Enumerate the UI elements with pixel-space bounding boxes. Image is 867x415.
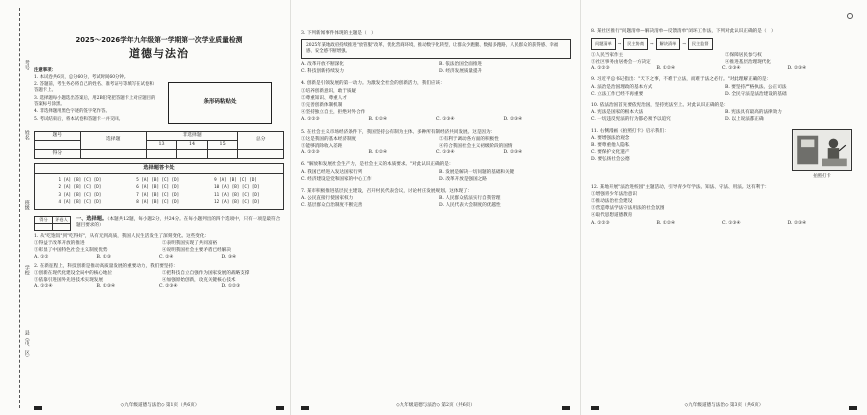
margin-label-name: 姓名 bbox=[23, 130, 30, 140]
option: A. 要增强法治观念 bbox=[591, 135, 630, 141]
statement: ④取代思想道德教育 bbox=[591, 213, 633, 219]
margin-label-exam-number: 考号 bbox=[23, 60, 30, 70]
score-table-cell: 14 bbox=[177, 141, 208, 150]
grader-box bbox=[34, 216, 71, 231]
statement: ①培养创新意识，敢于质疑 bbox=[301, 88, 357, 94]
option: D. 人民代表大会制度的优越性 bbox=[439, 203, 501, 209]
option: A. 法治是治国理政的基本方式 bbox=[591, 84, 653, 90]
notice-heading: 注意事项： bbox=[34, 68, 56, 74]
statement: ③营造尊法学法守法用法的社会氛围 bbox=[591, 206, 665, 212]
answer-card-title: 选择题答卡处 bbox=[35, 164, 283, 174]
answer-card-column bbox=[136, 177, 179, 206]
page-footer: ◇九年级道德与法治◇ 第1页（共6页） bbox=[120, 402, 200, 408]
binding-dashed-line bbox=[19, 8, 20, 408]
statement: ③彰显了中国特色社会主义制度优势 bbox=[34, 248, 108, 254]
margin-label-class: 班级 bbox=[23, 200, 30, 210]
answer-card bbox=[34, 163, 284, 210]
option-list bbox=[301, 117, 571, 123]
statement-list bbox=[34, 241, 284, 254]
grader-label: 得分 bbox=[35, 217, 53, 224]
option-list bbox=[591, 110, 853, 123]
option: A. ①②③ bbox=[591, 66, 610, 72]
exam-page-1 bbox=[0, 0, 290, 415]
option: B. ①②④ bbox=[368, 150, 388, 156]
option: A. 宪法是国家的根本大法 bbox=[591, 110, 644, 116]
score-table-cell: 题号 bbox=[35, 132, 81, 141]
question-stem: 12. 某地开展"法治进校园"主题活动，引导青少年学法、知法、守法、用法。这有利于： bbox=[591, 184, 770, 190]
score-table-cell: 总分 bbox=[238, 132, 284, 150]
option-list bbox=[301, 150, 571, 156]
option: C. ①③④ bbox=[436, 117, 455, 123]
option-list bbox=[301, 170, 571, 183]
question-12 bbox=[591, 185, 853, 227]
option: A. ①②③ bbox=[301, 117, 320, 123]
statement: ①得益于改革开放的推进 bbox=[34, 241, 85, 247]
page-footer: ◇九年级道德与法治◇ 第2页（共6页） bbox=[396, 402, 475, 408]
statement: ③依靠引进国外先进技术实现发展 bbox=[34, 278, 103, 284]
question-stem: 3. 下列新闻事件体现的主题是（ ） bbox=[301, 31, 376, 36]
cartoon-image bbox=[792, 129, 852, 171]
answer-bubble-row[interactable]: 10 [A] [B] [C] [D] bbox=[214, 184, 260, 190]
score-input-cell[interactable] bbox=[146, 150, 177, 159]
statement-list bbox=[591, 192, 853, 220]
option: C. ①③④ bbox=[436, 150, 455, 156]
statement: ②保障居民参与权 bbox=[725, 52, 762, 58]
question-stem: 11. 右侧漫画《拍照打卡》启示我们： bbox=[591, 128, 669, 134]
score-input-cell[interactable] bbox=[238, 150, 284, 159]
score-input-cell[interactable] bbox=[207, 150, 238, 159]
option: D. ②③④ bbox=[503, 150, 523, 156]
question-stem: 4. 创新是引领发展的第一动力。为激发全社会的创新活力，我们应该： bbox=[301, 81, 445, 87]
score-input-cell[interactable] bbox=[177, 150, 208, 159]
statement: ②表明我国实现了共同富裕 bbox=[162, 241, 218, 247]
option: D. 改革开放是强国之路 bbox=[439, 176, 487, 182]
option: B. 宪法具有最高的法律效力 bbox=[725, 110, 782, 116]
grader-label: 评卷人 bbox=[53, 217, 71, 224]
question-stem: 9. 习近平总书记指出："天下之事，不难于立法，而难于法之必行。"对此理解正确的是： bbox=[591, 77, 772, 83]
option: D. ②③④ bbox=[503, 117, 523, 123]
exam-subject: 道德与法治 bbox=[129, 47, 189, 61]
option: A. 我国已经进入发达国家行列 bbox=[301, 169, 363, 175]
option: B. 人民群众依法实行自我管理 bbox=[439, 196, 501, 202]
option: D. ②③④ bbox=[787, 66, 807, 72]
cartoon-figure bbox=[791, 129, 853, 180]
flow-box: 问题清单 bbox=[591, 38, 616, 50]
option: B. ①②④ bbox=[368, 117, 388, 123]
question-2 bbox=[34, 264, 284, 291]
question-11 bbox=[591, 129, 853, 180]
statement: ④推进基层治理现代化 bbox=[725, 60, 771, 66]
registration-mark bbox=[562, 406, 570, 410]
option: A. ①②③ bbox=[591, 220, 610, 226]
option: A. 公民直接行使国家权力 bbox=[301, 196, 354, 202]
answer-bubble-row[interactable]: 5 [A] [B] [C] [D] bbox=[136, 177, 180, 183]
question-stem: 5. 在社会主义市场经济条件下，我国坚持公有制为主体、多种所有制经济共同发展。这是因为： bbox=[301, 129, 496, 135]
option: B. 发展是解决一切问题的基础和关键 bbox=[439, 169, 515, 175]
exam-title: 2025～2026学年九年级第一学期第一次学业质量检测 bbox=[75, 36, 243, 44]
grader-input[interactable] bbox=[35, 224, 53, 231]
option-list bbox=[34, 255, 284, 261]
score-table-cell: 13 bbox=[146, 141, 177, 150]
arrow-right-icon: → bbox=[617, 41, 622, 47]
camera-hole-icon bbox=[847, 13, 853, 19]
question-stem: 6. "解放和发展社会生产力，是社会主义的本质要求。"对此认识正确的是： bbox=[301, 162, 454, 168]
option-list bbox=[591, 66, 853, 72]
statement: ②尊重知识、尊重人才 bbox=[301, 95, 347, 101]
option: C. ②③④ bbox=[159, 284, 178, 290]
notice-item: 5. 考试结束后，将本试卷和答题卡一并交回。 bbox=[34, 116, 124, 122]
statement: ①人民当家作主 bbox=[591, 52, 624, 58]
answer-bubble-row[interactable]: 12 [A] [B] [C] [D] bbox=[214, 198, 260, 204]
statement: ④符合我国社会主义初级阶段的国情 bbox=[439, 143, 513, 149]
material-box: 2025年某地政府持续推进"放管服"改革，优化营商环境，推动数字化转型，让群众少跑腿、数据多跑路，人民群众的获得感、幸福感、安全感不断增强。 bbox=[301, 39, 571, 59]
statement: ③能够消除收入差距 bbox=[301, 143, 343, 149]
grader-input[interactable] bbox=[53, 224, 71, 231]
statement: ①这是我国的基本经济制度 bbox=[301, 136, 357, 142]
option: C. 立法工作已经不再重要 bbox=[591, 91, 644, 97]
option: B. 依法治国全面推进 bbox=[439, 62, 483, 68]
statement: ②有利于调动各方面的积极性 bbox=[439, 136, 499, 142]
question-stem: 8. 某社区推行"问题清单—解决清单—反馈清单"闭环工作法，下列对此认识正确的是（ ） bbox=[591, 29, 776, 34]
score-table-cell: 得分 bbox=[35, 150, 81, 159]
answer-card-column bbox=[214, 177, 259, 206]
option: C. ②④ bbox=[159, 254, 174, 260]
barcode-label: 条形码粘贴处 bbox=[203, 99, 237, 106]
question-stem: 7. 某市积极推进基层民主建设，召开村民代表会议，讨论村庄发展规划。这体现了： bbox=[301, 188, 473, 194]
statement: ②把科技自立自强作为国家发展的战略支撑 bbox=[162, 271, 250, 277]
option: C. ①③④ bbox=[722, 220, 741, 226]
score-table-cell: 15 bbox=[207, 141, 238, 150]
section-title: 一、选择题。 bbox=[76, 216, 108, 223]
answer-bubble-row[interactable]: 8 [A] [B] [C] [D] bbox=[136, 198, 180, 204]
score-table-cell: 选择题 bbox=[80, 132, 146, 150]
statement: ①创新在现代化建设全局中的核心地位 bbox=[34, 271, 113, 277]
option: D. ③④ bbox=[221, 254, 237, 260]
notice-item: 2. 答题前，考生务必将自己的姓名、准考证号等填写在试卷和答题卡上。 bbox=[34, 82, 154, 94]
option: A. ①②③ bbox=[301, 150, 320, 156]
option: D. 经济发展质量提升 bbox=[439, 69, 483, 75]
statement-list bbox=[301, 89, 571, 117]
option: B. ①②④ bbox=[656, 220, 676, 226]
score-table bbox=[34, 131, 284, 159]
answer-bubble-row[interactable]: 4 [A] [B] [C] [D] bbox=[58, 198, 102, 204]
registration-mark bbox=[849, 406, 857, 410]
answer-bubble-row[interactable]: 9 [A] [B] [C] [D] bbox=[214, 177, 257, 183]
statement: ④加强原始创新，攻克关键核心技术 bbox=[162, 278, 236, 284]
option: B. 要尊重他人隐私 bbox=[591, 142, 630, 148]
option: B. ①③④ bbox=[96, 284, 116, 290]
answer-bubble-row[interactable]: 1 [A] [B] [C] [D] bbox=[58, 177, 102, 183]
statement: ①增强青少年法治意识 bbox=[591, 191, 637, 197]
notice-item: 4. 非选择题用黑色字迹的签字笔作答。 bbox=[34, 109, 110, 115]
statement: ④说明我国社会主要矛盾已经解决 bbox=[162, 248, 231, 254]
option: C. 经济建设是党和国家的中心工作 bbox=[301, 176, 372, 182]
score-table-cell bbox=[35, 141, 81, 150]
question-stem: 2. 在新征程上，科技创新是推动高质量发展的重要动力，我们要坚持： bbox=[34, 263, 178, 269]
question-10 bbox=[591, 103, 853, 124]
answer-bubble-row[interactable]: 2 [A] [B] [C] [D] bbox=[58, 184, 102, 190]
answer-card-column bbox=[58, 177, 101, 206]
margin-label-school: 学校 bbox=[23, 265, 30, 275]
flowchart bbox=[591, 38, 853, 50]
exam-page-2 bbox=[290, 0, 580, 415]
section-heading bbox=[76, 216, 281, 229]
statement: ②推动法治社会建设 bbox=[591, 199, 633, 205]
option: C. 一切违反宪法的行为都必须予以追究 bbox=[591, 117, 671, 123]
question-8 bbox=[591, 29, 853, 72]
option: C. 基层群众自治制度不断完善 bbox=[301, 203, 363, 209]
cartoon-caption: 拍照打卡 bbox=[813, 173, 831, 179]
statement: ③社区事务由居委会一方决定 bbox=[591, 60, 651, 66]
section-desc: （本题共12题，每小题2分，共24分。在每小题列出的四个选项中，只有一项是最符合题目要求的） bbox=[76, 217, 281, 229]
barcode-area bbox=[168, 82, 272, 124]
option: C. ①③④ bbox=[722, 66, 741, 72]
question-4 bbox=[301, 81, 571, 123]
option-list bbox=[591, 221, 853, 227]
question-5 bbox=[301, 130, 571, 157]
flow-box: 民主监督 bbox=[688, 38, 713, 50]
option: D. ①②③ bbox=[221, 284, 241, 290]
option-list bbox=[34, 284, 284, 290]
question-3 bbox=[301, 31, 571, 75]
option: D. 要弘扬社会公德 bbox=[591, 157, 630, 163]
option: A. ①②④ bbox=[34, 284, 53, 290]
statement-list bbox=[301, 137, 571, 150]
statement-list bbox=[34, 271, 284, 284]
score-input-cell[interactable] bbox=[80, 150, 146, 159]
question-6 bbox=[301, 162, 571, 183]
answer-bubble-row[interactable]: 3 [A] [B] [C] [D] bbox=[58, 191, 102, 197]
option-list bbox=[591, 136, 787, 164]
question-stem: 1. 从"吃饱饭"到"吃得好"，从有无到高质，我国人民生活发生了深刻变化。这些变化： bbox=[34, 234, 210, 240]
option: B. ①③ bbox=[96, 254, 112, 260]
exam-page-3 bbox=[580, 0, 867, 415]
answer-bubble-row[interactable]: 7 [A] [B] [C] [D] bbox=[136, 191, 180, 197]
option: B. 要坚持严格执法、公正司法 bbox=[725, 84, 787, 90]
option: B. ①②④ bbox=[656, 66, 676, 72]
score-table-cell: 非选择题 bbox=[146, 132, 238, 141]
binding-margin bbox=[0, 0, 30, 415]
option-list bbox=[301, 196, 571, 209]
question-7 bbox=[301, 189, 571, 210]
registration-mark bbox=[276, 406, 284, 410]
option: D. 以上说法都正确 bbox=[725, 117, 764, 123]
notice-item: 1. 本试卷共6页，总分60分，考试时间60分钟。 bbox=[34, 74, 129, 80]
answer-bubble-row[interactable]: 11 [A] [B] [C] [D] bbox=[214, 191, 260, 197]
option: A. ①② bbox=[34, 254, 49, 260]
statement: ③完善创新体制机制 bbox=[301, 103, 343, 108]
arrow-right-icon: → bbox=[650, 41, 654, 47]
answer-bubble-row[interactable]: 6 [A] [B] [C] [D] bbox=[136, 184, 180, 190]
flow-box: 民主协商 bbox=[623, 38, 648, 50]
option: D. 全民守法是法治建设的基础 bbox=[725, 91, 787, 97]
statement-list bbox=[591, 53, 853, 66]
notice-item: 3. 选择题每小题选出答案后，用2B铅笔把答题卡上对应题目的答案标号涂黑。 bbox=[34, 95, 156, 107]
statement: ④坚持独立自主，拒绝对外合作 bbox=[301, 110, 366, 116]
flow-box: 解决清单 bbox=[656, 38, 681, 50]
arrow-right-icon: → bbox=[682, 41, 686, 47]
question-9 bbox=[591, 77, 853, 98]
option-list bbox=[591, 85, 853, 98]
margin-label-county: 县（市、区） bbox=[23, 330, 30, 360]
option: D. ②③④ bbox=[787, 220, 807, 226]
option-list bbox=[301, 62, 571, 75]
question-stem: 10. 依法治国首先要依宪治国，坚持宪法至上。对此认识正确的是： bbox=[591, 102, 729, 108]
option: C. 科技创新持续发力 bbox=[301, 69, 345, 75]
option: C. 要保护文化遗产 bbox=[591, 150, 630, 156]
question-1 bbox=[34, 234, 284, 261]
page-footer: ◇九年级道德与法治◇ 第3页（共6页） bbox=[684, 402, 764, 408]
notice-block bbox=[34, 68, 156, 124]
option: A. 改革开放不断深化 bbox=[301, 62, 344, 68]
